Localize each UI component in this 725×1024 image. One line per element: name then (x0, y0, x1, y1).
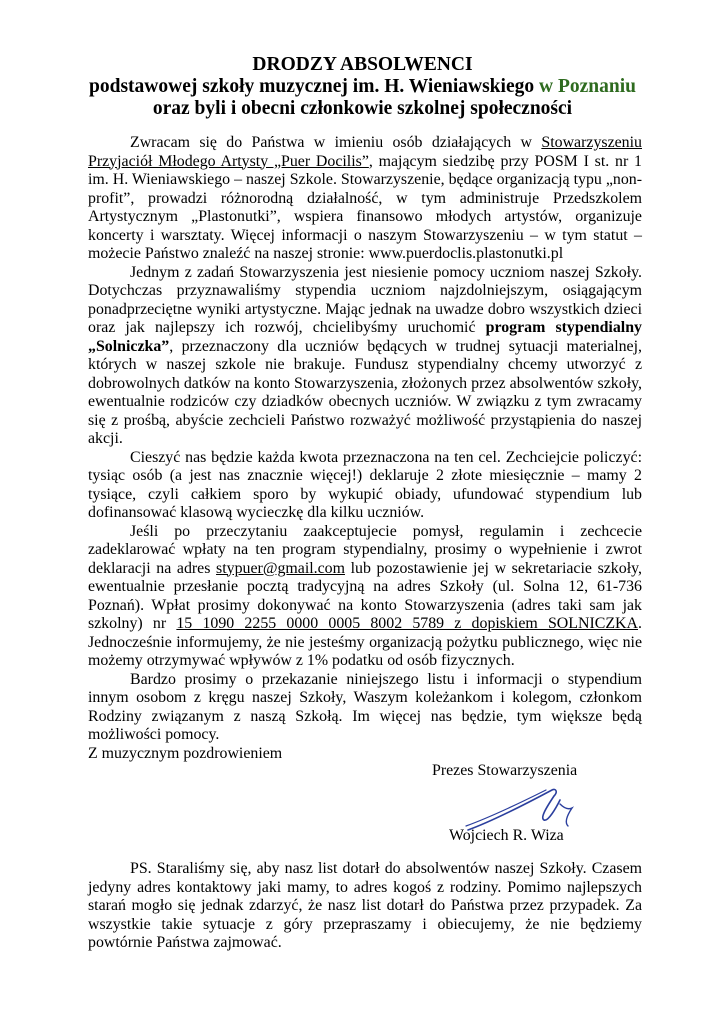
postscript (88, 860, 642, 953)
paragraph-program-text-b: , przeznaczony dla uczniów będących w trudnej sytuacji materialnej, których w naszej szkole nie brakuje. Fundusz stypendialny chcemy utworzyć z dobrowolnych datków na konto Stowarzyszenia, złożonych przez absolwentów szkoły, ewentualnie rodziców czy dziadków obecnych uczniów. W związku z tym zwracamy się z prośbą, abyście zechcieli Państwo rozważyć możliwość przystąpienia do naszej akcji. (88, 337, 642, 447)
signature-name: Wojciech R. Wiza (449, 827, 564, 844)
paragraph-program (88, 264, 642, 449)
heading-city: w Poznaniu (538, 76, 636, 97)
paragraph-intro-text-a: Zwracam się do Państwa w imieniu osób działających w (130, 134, 542, 151)
letter-heading (60, 54, 665, 120)
paragraph-declaration-text-c: . Jednocześnie informujemy, że nie jesteśmy organizacją pożytku publicznego, więc nie możemy otrzymywać wpływów z 1% podatku od osób fizycznych. (88, 615, 642, 669)
paragraph-program-text-a: Jednym z zadań Stowarzyszenia jest niesienie pomocy uczniom naszej Szkoły. Dotychczas przyznawaliśmy stypendia uczniom najzdolniejszym, osiągającym ponadprzeciętne wyniki artystyczne. Mając jednak na uwadze dobro wszystkich dzieci oraz jak najlepszy ich rozwój, chcielibyśmy uruchomić (88, 263, 642, 336)
paragraph-intro (88, 134, 642, 264)
heading-line-2 (60, 76, 665, 98)
paragraph-declaration-text-b: lub pozostawienie jej w sekretariacie szkoły, ewentualnie przesłanie pocztą tradycyjną na adres Szkoły (ul. Solna 12, 61-736 Poznań). Wpłat prosimy dokonywać na konto Stowarzyszenia (adres taki sam jak szkolny) nr (88, 559, 642, 632)
letter-body (88, 134, 642, 763)
paragraph-intro-text-b: , mającym siedzibę przy POSM I st. nr 1 im. H. Wieniawskiego – naszej Szkole. Stowarzyszenie, będące organizacją typu „non-profit”, prowadzi różnorodną działalność, w tym administruje Przedszkolem Artystycznym „Plastonutki”, wspiera finansowo młodych artystów, organizuje koncerty i warsztaty. Więcej informacji o naszym Stowarzyszeniu – w tym statut – możecie Państwo znaleźć na naszej stronie: www.puerdoclis.plastonutki.pl (88, 152, 642, 262)
paragraph-request: Bardzo prosimy o przekazanie niniejszego listu i informacji o stypendium innym osobom z kręgu naszej Szkoły, Waszym koleżankom i kolegom, członkom Rodziny związanym z naszą Szkołą. Im więcej nas będzie, tym większe będą możliwości pomocy. (88, 670, 642, 743)
program-name: program stypendialny „Solniczka” (88, 319, 642, 355)
postscript-text: PS. Staraliśmy się, aby nasz list dotarł do absolwentów naszej Szkoły. Czasem jedyny adres kontaktowy jaki mamy, to adres kogoś z rodziny. Pomimo najlepszych starań mogło się jednak zdarzyć, że nasz list dotarł do Państwa przez przypadek. Za wszystkie takie sytuacje z góry przepraszamy i obiecujemy, że nie będziemy powtórnie Państwa zajmować. (88, 860, 642, 951)
signature-title: Prezes Stowarzyszenia (432, 762, 578, 779)
paragraph-declaration-text-a: Jeśli po przeczytaniu zaakceptujecie pomysł, regulamin i zechcecie zadeklarować wpłaty na ten program stypendialny, prosimy o wypełnienie i zwrot deklaracji na adres (88, 522, 642, 577)
paragraph-amount: Cieszyć nas będzie każda kwota przeznaczona na ten cel. Zechciejcie policzyć: tysiąc osób (a jest nas znacznie więcej!) deklaruje 2 złote miesięcznie – mamy 2 tysiące, czyli całkiem sporo by wykupić obiady, ufundować stypendium lub dofinansować klasową wycieczkę dla kilku uczniów. (88, 448, 642, 521)
paragraph-declaration (88, 523, 642, 671)
association-name: Stowarzyszeniu Przyjaciół Młodego Artysty „Puer Docilis” (88, 134, 642, 170)
closing-greeting: Z muzycznym pozdrowieniem (88, 744, 283, 762)
heading-school-name: podstawowej szkoły muzycznej im. H. Wieniawskiego (89, 76, 539, 97)
email-address: stypuer@gmail.com (216, 559, 345, 577)
bank-account: 15 1090 2255 0000 0005 8002 5789 z dopiskiem SOLNICZKA (176, 615, 639, 632)
heading-line-3: oraz byli i obecni członkowie szkolnej społeczności (152, 98, 573, 119)
heading-line-1: DRODZY ABSOLWENCI (252, 54, 473, 75)
